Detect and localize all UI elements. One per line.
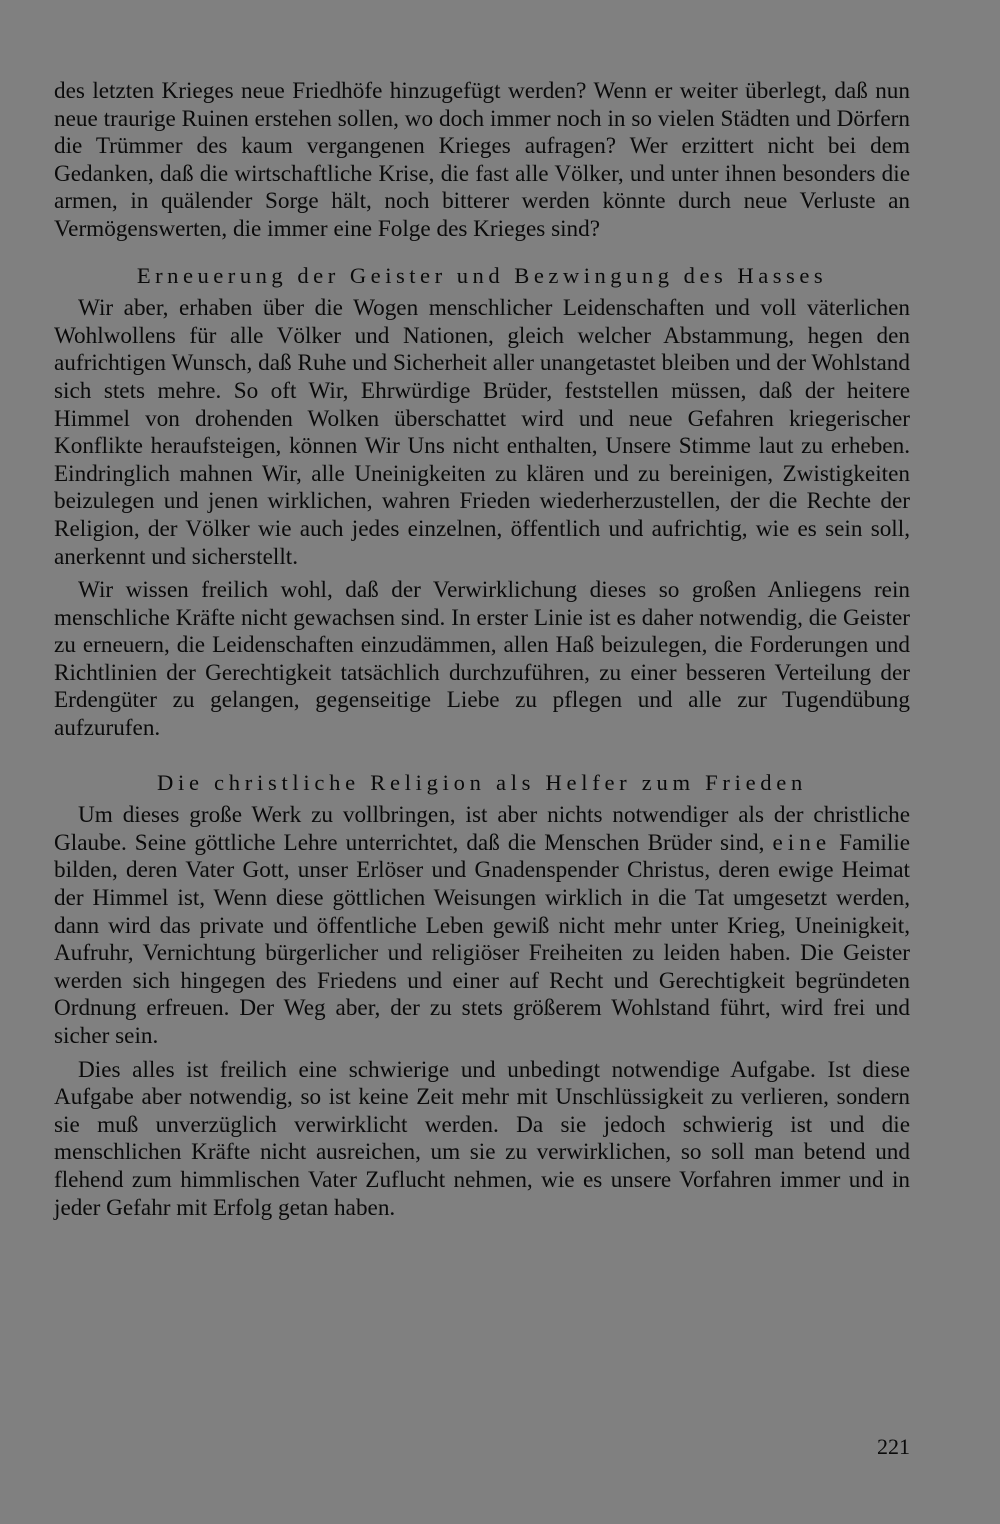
paragraph-christian-faith	[54, 802, 910, 1050]
paragraph-human-forces: Wir wissen freilich wohl, daß der Verwirklichung dieses so großen Anliegens rein menschliche Kräfte nicht gewachsen sind. In erster Linie ist es daher notwendig, die Geister zu erneuern, die Leidenschaften einzudämmen, allen Haß beizulegen, die Forderungen und Richtlinien der Gerechtigkeit tatsächlich durchzuführen, zu einer besseren Verteilung der Erdengüter zu gelangen, gegenseitige Liebe zu pflegen und alle zur Tugendübung aufzurufen.	[54, 577, 910, 742]
paragraph-difficult-task: Dies alles ist freilich eine schwierige und unbedingt notwendige Aufgabe. Ist diese Aufgabe aber notwendig, so ist keine Zeit mehr mit Unschlüssigkeit zu verlieren, sondern sie muß unverzüglich verwirklicht werden. Da sie jedoch schwierig ist und die menschlichen Kräfte nicht ausreichen, um sie zu verwirklichen, so soll man betend und flehend zum himmlischen Vater Zuflucht nehmen, wie es unsere Vorfahren immer und in jeder Gefahr mit Erfolg getan haben.	[54, 1056, 910, 1221]
paragraph-text-after: Familie bilden, deren Vater Gott, unser Erlöser und Gnadenspender Christus, deren ewige Heimat der Himmel ist, Wenn diese göttlichen Weisungen wirklich in die Tat umgesetzt werden, dann wird das private und öffentliche Leben gewiß nicht mehr unter Krieg, Uneinigkeit, Aufruhr, Vernichtung bürgerlicher und religiöser Freiheiten zu leiden haben. Die Geister werden sich hingegen des Friedens und einer auf Recht und Gerechtigkeit begründeten Ordnung erfreuen. Der Weg aber, der zu stets größerem Wohlstand führt, wird frei und sicher sein.	[54, 829, 911, 1049]
section-heading-renewal: Erneuerung der Geister und Bezwingung des Hasses	[136, 262, 828, 288]
paragraph-peace-wish: Wir aber, erhaben über die Wogen menschlicher Leidenschaften und voll väterlichen Wohlwollens für alle Völker und Nationen, gleich welcher Abstammung, hegen den aufrichtigen Wunsch, daß Ruhe und Sicherheit aller unangetastet bleiben und der Wohlstand sich stets mehre. So oft Wir, Ehrwürdige Brüder, feststellen müssen, daß der heitere Himmel von drohenden Wolken überschattet wird und neue Gefahren kriegerischer Konflikte heraufsteigen, können Wir Uns nicht enthalten, Unsere Stimme laut zu erheben. Eindringlich mahnen Wir, alle Uneinigkeiten zu klären und zu bereinigen, Zwistigkeiten beizulegen und jenen wirklichen, wahren Frieden wiederherzustellen, der die Rechte der Religion, der Völker wie auch jedes einzelnen, öffentlich und aufrichtig, wie es sein soll, anerkennt und sicherstellt.	[54, 295, 910, 570]
paragraph-continuation: des letzten Krieges neue Friedhöfe hinzugefügt werden? Wenn er weiter überlegt, daß nun neue traurige Ruinen erstehen sollen, wo doch immer noch in so vielen Städten und Dörfern die Trümmer des kaum vergangenen Krieges aufragen? Wer erzittert nicht bei dem Gedanken, daß die wirtschaftliche Krise, die fast alle Völker, und unter ihnen besonders die armen, in quälender Sorge hält, noch bitterer werden könnte durch neue Verluste an Vermögenswerten, die immer eine Folge des Krieges sind?	[54, 78, 910, 242]
document-page	[54, 78, 910, 1222]
paragraph-text-before: Um dieses große Werk zu vollbringen, ist aber nichts notwendiger als der christliche Glaube. Seine göttliche Lehre unterrichtet, daß die Menschen Brüder sind,	[54, 802, 910, 856]
page-number: 221	[877, 1434, 910, 1459]
section-heading-christian-religion: Die christliche Religion als Helfer zum Frieden	[156, 769, 808, 795]
emphasized-word: eine	[772, 829, 832, 856]
